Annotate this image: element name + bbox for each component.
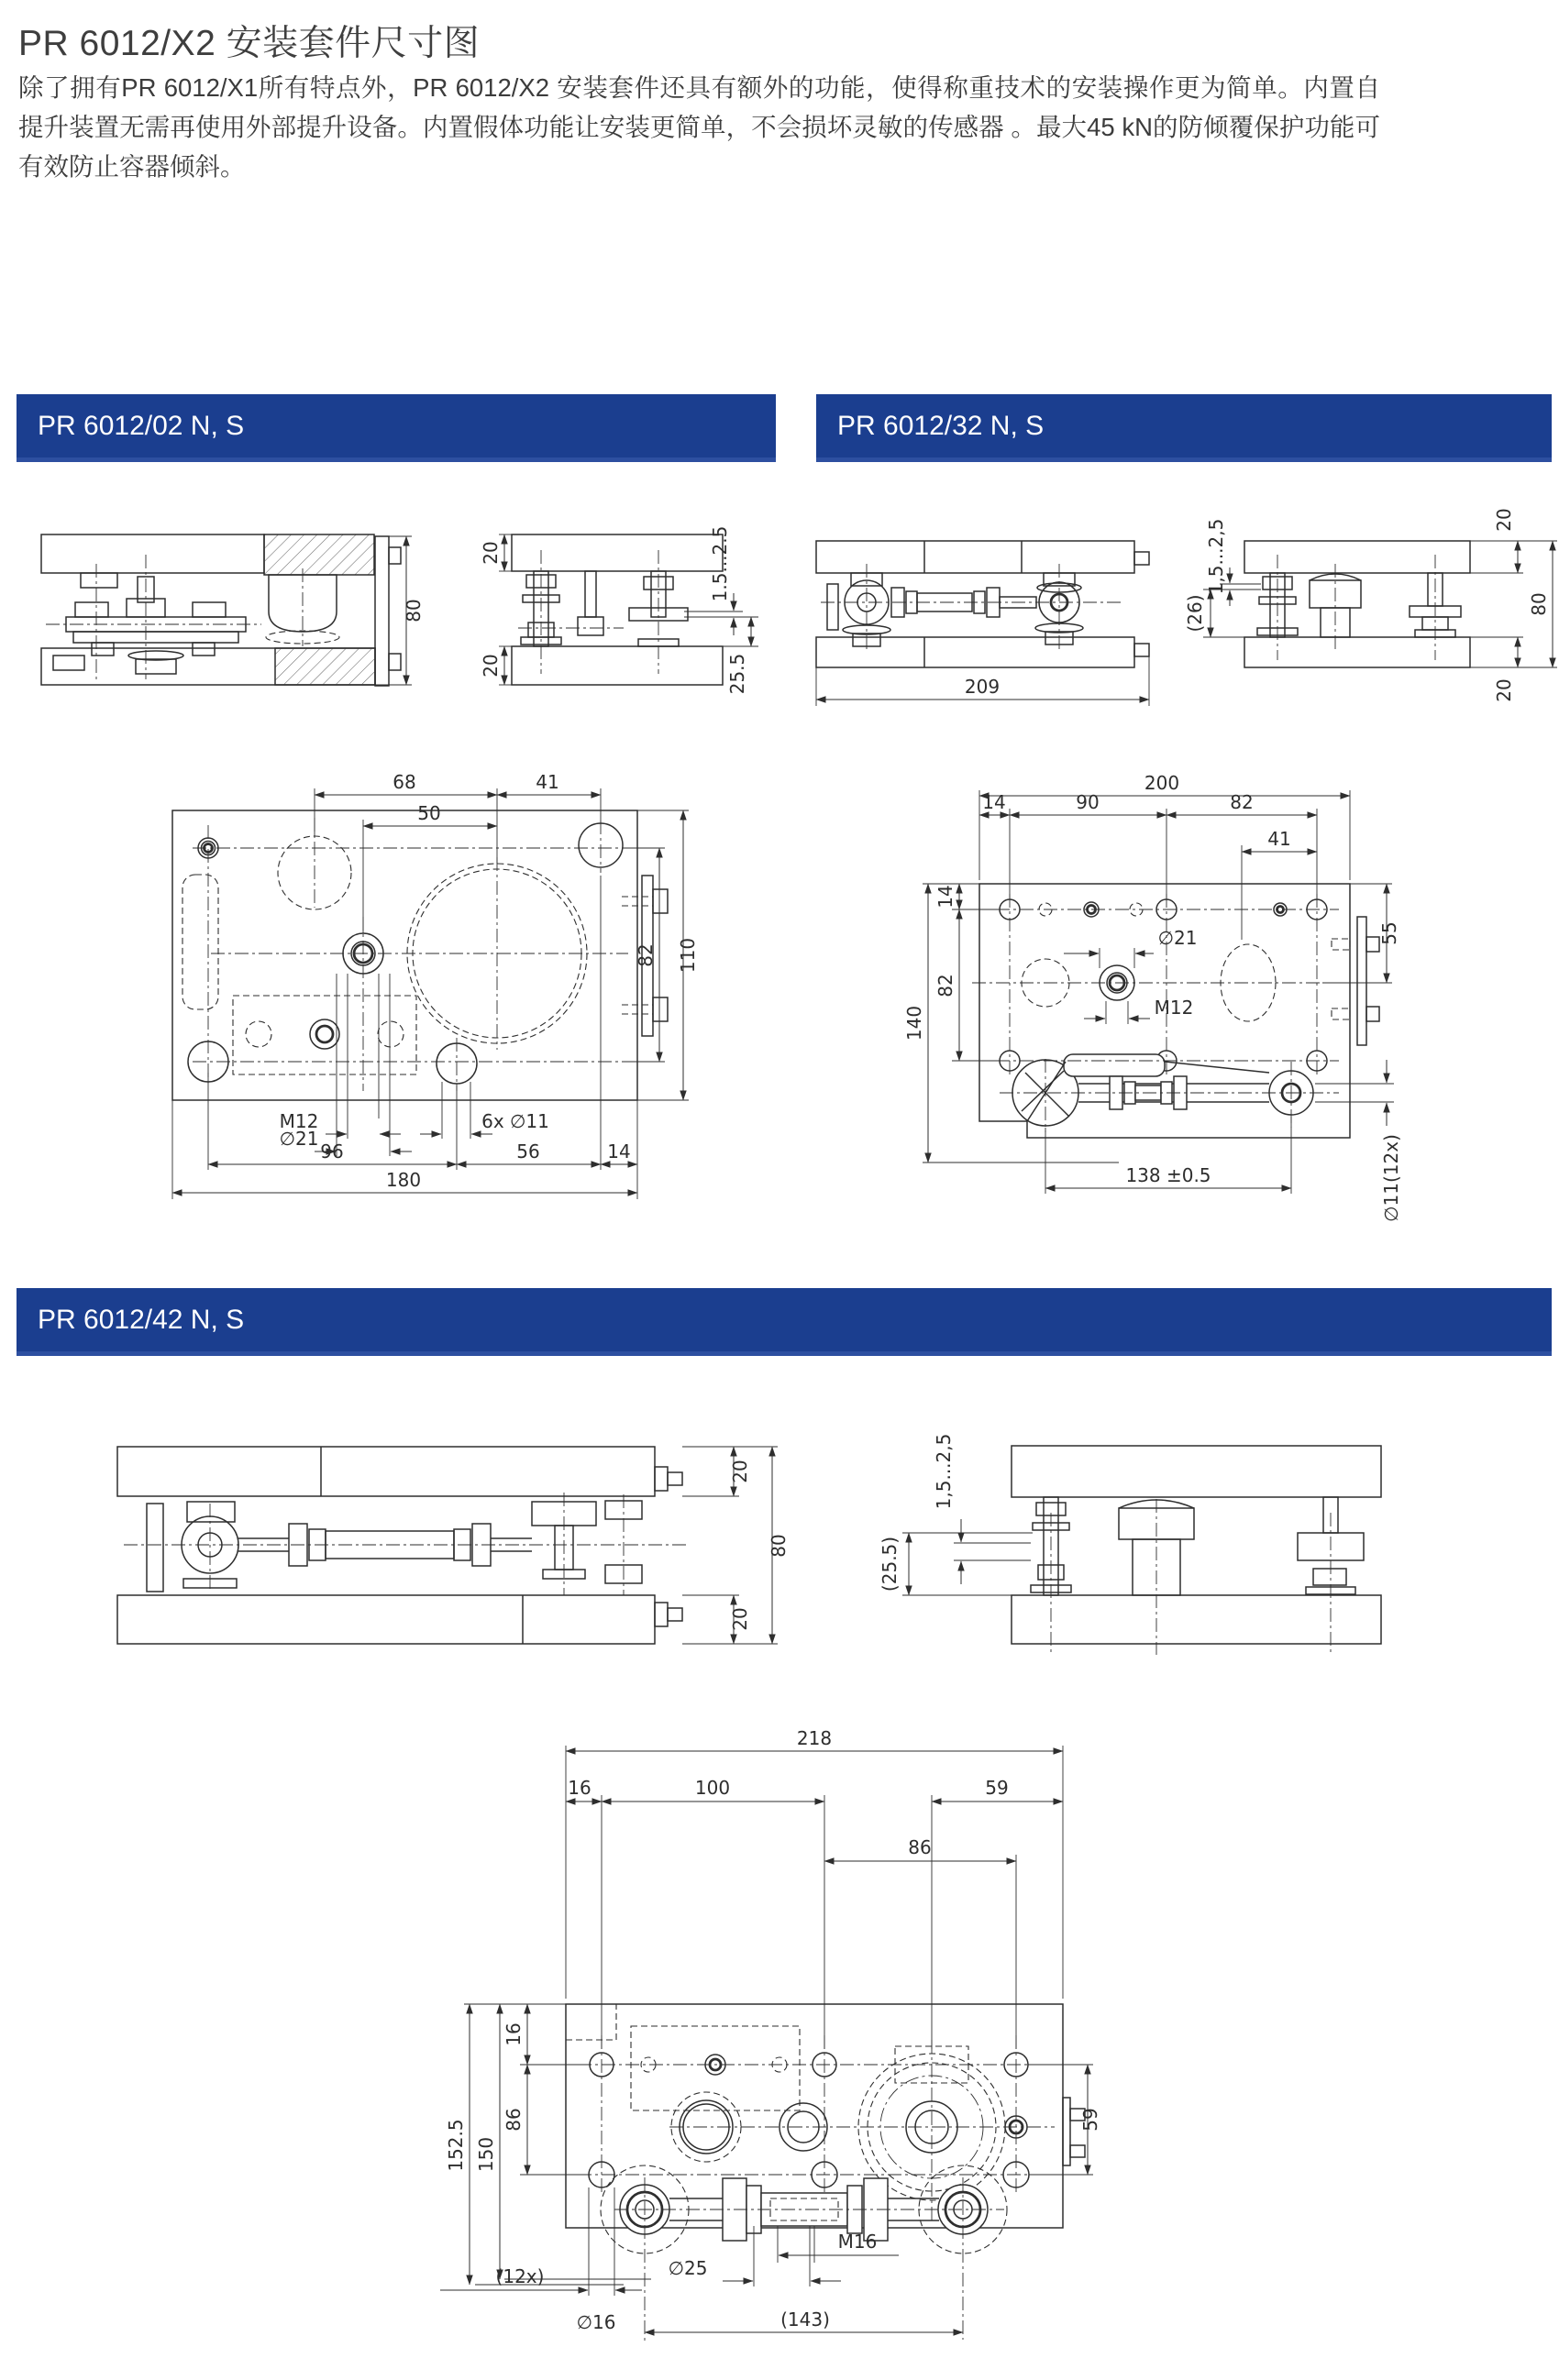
drawing-42-side-front bbox=[92, 1430, 825, 1714]
dim-label: 82 bbox=[934, 974, 956, 997]
dim-label: 14 bbox=[607, 1140, 631, 1162]
dim-label: 55 bbox=[1378, 921, 1400, 945]
drawing-32-side-end bbox=[1184, 500, 1559, 747]
intro-paragraph: 除了拥有PR 6012/X1所有特点外，PR 6012/X2 安装套件还具有额外的功能，使得称重技术的安装操作更为简单。内置自提升装置无需再使用外部提升设备。内置假体功能让安装更简单，不会损坏灵敏的传感器 。最大45 kN的防倾覆保护功能可有效防止容器倾斜。 bbox=[18, 73, 1380, 181]
dim-label: 20 bbox=[1493, 508, 1515, 532]
dim-label: 1,5...2,5 bbox=[933, 1433, 955, 1510]
dim-label: 20 bbox=[1493, 678, 1515, 702]
dim-label: 86 bbox=[908, 1836, 932, 1858]
dim-label: 20 bbox=[480, 654, 502, 678]
dim-label: ∅25 bbox=[668, 2257, 708, 2279]
dim-label: ∅16 bbox=[576, 2311, 616, 2333]
dim-label: M12 bbox=[1154, 997, 1194, 1019]
dim-label: 25.5 bbox=[726, 653, 748, 695]
dim-label: 16 bbox=[568, 1777, 592, 1799]
dim-label: 138 ±0.5 bbox=[1125, 1164, 1211, 1186]
dim-label: 218 bbox=[796, 1727, 833, 1749]
dim-label: (143) bbox=[780, 2308, 830, 2330]
dim-label: M12 bbox=[279, 1110, 319, 1132]
dim-label: 68 bbox=[393, 771, 416, 793]
dim-label: 140 bbox=[903, 1005, 925, 1041]
dim-label: 59 bbox=[1079, 2108, 1101, 2132]
dim-label: 16 bbox=[503, 2022, 525, 2046]
dim-label: 14 bbox=[934, 885, 956, 909]
section-header-42-label: PR 6012/42 N, S bbox=[38, 1304, 245, 1335]
dim-label: (26) bbox=[1184, 594, 1206, 633]
drawing-42-side-end bbox=[871, 1380, 1385, 1719]
section-header-02 bbox=[17, 394, 776, 462]
drawing-02-side-elevation bbox=[480, 500, 761, 729]
dim-label: 209 bbox=[964, 676, 1001, 698]
dim-label: 200 bbox=[1144, 772, 1180, 794]
dim-label: 80 bbox=[1528, 592, 1550, 616]
section-header-32 bbox=[816, 394, 1552, 462]
dim-label: ∅11(12x) bbox=[1380, 1134, 1402, 1222]
dim-label: 80 bbox=[768, 1534, 790, 1558]
dim-label: 100 bbox=[694, 1777, 731, 1799]
dim-label: 50 bbox=[417, 802, 441, 824]
dim-label: 82 bbox=[1230, 791, 1254, 813]
dim-label: 56 bbox=[516, 1140, 540, 1162]
dim-label: 14 bbox=[982, 791, 1006, 813]
section-header-02-label: PR 6012/02 N, S bbox=[38, 410, 245, 441]
dim-label: 82 bbox=[635, 943, 657, 967]
dim-label: 41 bbox=[536, 771, 559, 793]
section-header-32-label: PR 6012/32 N, S bbox=[837, 410, 1045, 441]
page-title: PR 6012/X2 安装套件尺寸图 bbox=[18, 24, 481, 63]
dim-label: 20 bbox=[480, 541, 502, 565]
dim-label: ∅21 bbox=[1157, 927, 1198, 949]
dim-label: 86 bbox=[503, 2108, 525, 2132]
drawing-32-top-view bbox=[903, 770, 1421, 1238]
dim-label: 90 bbox=[1076, 791, 1100, 813]
drawing-42-top-view bbox=[257, 1724, 1394, 2380]
dim-label: 180 bbox=[385, 1169, 422, 1191]
drawing-02-side-section bbox=[28, 500, 431, 729]
section-header-42 bbox=[17, 1288, 1552, 1356]
dim-label: 152.5 bbox=[445, 2119, 467, 2172]
drawing-02-top-view bbox=[138, 770, 734, 1210]
dim-label: M16 bbox=[837, 2231, 878, 2253]
dim-label: 150 bbox=[475, 2136, 497, 2173]
dim-label: (12x) bbox=[495, 2265, 545, 2287]
dim-label: 20 bbox=[729, 1460, 751, 1483]
dim-label: 96 bbox=[320, 1140, 344, 1162]
dim-label: (25.5) bbox=[879, 1536, 901, 1592]
dim-label: 110 bbox=[677, 937, 699, 974]
dim-label: 59 bbox=[985, 1777, 1009, 1799]
dim-label: 41 bbox=[1267, 828, 1291, 850]
dim-label: 6x ∅11 bbox=[481, 1110, 549, 1132]
dim-label: 20 bbox=[729, 1607, 751, 1631]
dim-label: 1,5...2,5 bbox=[1205, 518, 1227, 595]
dim-label: ∅21 bbox=[279, 1128, 319, 1150]
dim-label: 1.5...2.5 bbox=[709, 525, 731, 602]
dim-label: 80 bbox=[403, 599, 425, 623]
drawing-32-side-front bbox=[807, 500, 1174, 747]
